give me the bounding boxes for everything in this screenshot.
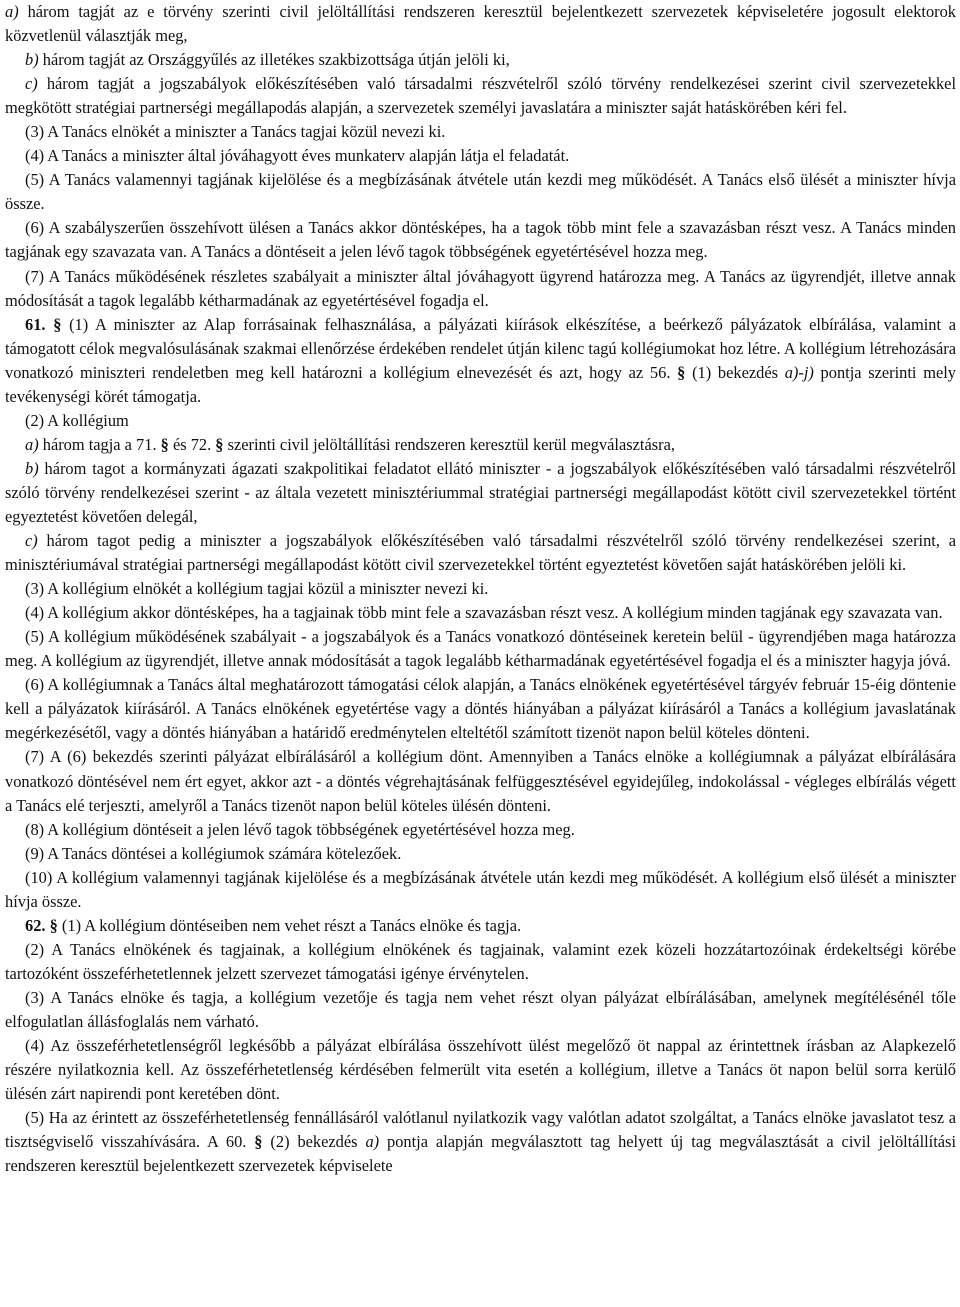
paragraph [5,842,956,866]
paragraph [5,433,956,457]
paragraph-text: három tagját a jogszabályok előkészítésében való társadalmi részvételről szóló törvény rendelkezései szerint civil szervezetekkel megkötött stratégiai partnerségi megállapodás alapján, a szervezetek személyi javaslatára a miniszter saját hatáskörében kéri fel. [5,74,956,118]
paragraph [5,938,956,986]
paragraph [5,216,956,264]
paragraph-text: (5) A kollégium működésének szabályait - a jogszabályok és a Tanács vonatkozó döntéseinek keretein belül - ügyrendjében maga határozza meg. A kollégium az ügyrendjét, illetve annak módosítását a tagok legalább kétharmadának egyetértésével fogadja el és a miniszter hagyja jóvá. [5,627,956,671]
paragraph [5,914,956,938]
paragraph [5,745,956,817]
paragraph-text: (2) A kollégium [25,410,129,430]
paragraph-text: (2) A Tanács elnökének és tagjainak, a kollégium elnökének és tagjainak, valamint ezek közeli hozzátartozóinak érdekeltségi körébe tartozóként összeférhetetlennek jelzett szervezet támogatási igénye érvénytelen. [5,939,956,983]
bold-text: § [160,434,169,454]
paragraph [5,1034,956,1106]
paragraph [5,577,956,601]
paragraph-text: (7) A Tanács működésének részletes szabályait a miniszter által jóváhagyott ügyrend határozza meg. A Tanács az ügyrendjét, illetve annak módosítását a tagok legalább kétharmadának az egyetértésével fogadja el. [5,266,956,310]
bold-text: § [215,434,224,454]
paragraph-text: (7) A (6) bekezdés szerinti pályázat elbírálásáról a kollégium dönt. Amennyiben a Tanács elnöke a kollégiumnak a pályázat elbírálására vonatkozó döntésével nem ért egyet, akkor azt - a döntés végrehajtásának felfüggesztésével egyidejűleg, indokolással - végleges elbírálás végett a Tanács elé terjeszti, amelyről a Tanács tizenöt napon belül köteles ülésén dönteni. [5,747,956,815]
paragraph [5,48,956,72]
paragraph-text: (8) A kollégium döntéseit a jelen lévő tagok többségének egyetértésével hozza meg. [25,819,575,839]
paragraph-text: és 72. [168,434,216,454]
paragraph-text: (6) A szabályszerűen összehívott ülésen a Tanács akkor döntésképes, ha a tagok több mint fele a szavazásban részt vesz. A Tanács minden tagjának egy szavazata van. A Tanács a döntéseit a jelen lévő tagok többségének egyetértésével hozza meg. [5,218,956,262]
paragraph [5,72,956,120]
paragraph [5,0,956,48]
paragraph-text: (1) A miniszter az Alap forrásainak felhasználása, a pályázati kiírások elkészítése, a beérkező pályázatok elbírálása, valamint a támogatott célok megvalósulásának szakmai ellenőrzése érdekében rendelet útján kilenc tagú kollégiumokat hoz létre. A kollégium létrehozására vonatkozó miniszteri rendeletben meg kell határozni a kollégium elnevezését és azt, hogy az 56. [5,314,956,382]
paragraph [5,457,956,529]
paragraph-text: (10) A kollégium valamennyi tagjának kijelölése és a megbízásának átvétele után kezdi meg működését. A kollégium első ülését a miniszter hívja össze. [5,867,956,911]
paragraph [5,625,956,673]
paragraph-text: (5) Ha az érintett az összeférhetetlenség fennállásáról valótlanul nyilatkozik vagy valótlan adatot szolgáltat, a Tanács elnöke javaslatot tesz a tisztségviselő visszahívására. A 60. [5,1108,956,1152]
paragraph [5,265,956,313]
italic-text: b) [25,458,39,478]
bold-text: 61. [25,314,46,334]
paragraph-text: (3) A kollégium elnökét a kollégium tagjai közül a miniszter nevezi ki. [25,579,489,599]
italic-text: c) [25,74,38,94]
paragraph-text: (6) A kollégiumnak a Tanács által meghatározott támogatási célok alapján, a Tanács elnökének egyetértésével tárgyév február 15-éig döntenie kell a pályázatok kiírásáról. A Tanács elnökének egyetértése vagy a döntés hiányában a pályázat kiírásáról a Tanács a kollégium javaslatának megérkezésétől, vagy a döntés hiányában a határidő eredménytelen elteltétől számított tizenöt napon belül köteles dönteni. [5,675,956,743]
italic-text: a) [25,434,39,454]
paragraph [5,601,956,625]
paragraph-text: (1) bekezdés [685,362,785,382]
italic-text: a)-j) [784,362,814,382]
paragraph-text: három tagja a 71. [38,434,161,454]
bold-text: § [53,314,62,334]
paragraph-text: pontja alapján megválasztott tag helyett új tag megválasztását a civil jelöltállítási rendszeren keresztül bejelentkezett szervezetek képviselete [5,1132,956,1176]
bold-text: § [49,915,58,935]
bold-text: § [254,1132,263,1152]
paragraph-text: pontja szerinti mely tevékenységi körét támogatja. [5,362,956,406]
paragraph-text: három tagot pedig a miniszter a jogszabályok előkészítésében való társadalmi részvételről szóló törvény rendelkezései szerint, a minisztériumával stratégiai partnerségi megállapodást kötött civil szervezetekkel történt egyeztetést követően saját hatáskörében jelöli ki. [5,531,956,575]
paragraph [5,866,956,914]
italic-text: b) [25,50,39,70]
paragraph [5,120,956,144]
paragraph-text: három tagot a kormányzati ágazati szakpolitikai feladatot ellátó miniszter - a jogszabályok előkészítésében való társadalmi részvételről szóló törvény rendelkezései szerint - az általa vezetett minisztériummal stratégiai partnerségi megállapodást kötött civil szervezetekkel történt egyeztetést követően delegál, [5,458,956,526]
paragraph [5,1106,956,1178]
paragraph [5,818,956,842]
paragraph-text: szerinti civil jelöltállítási rendszeren keresztül kerül megválasztásra, [223,434,675,454]
paragraph [5,673,956,745]
italic-text: c) [25,531,38,551]
paragraph-text: három tagját az e törvény szerinti civil jelöltállítási rendszeren keresztül bejelentkezett szervezetek képviseletére jogosult elektorok közvetlenül választják meg, [5,2,956,46]
paragraph-text: (4) A Tanács a miniszter által jóváhagyott éves munkaterv alapján látja el feladatát. [25,146,570,166]
paragraph [5,168,956,216]
paragraph [5,986,956,1034]
paragraph [5,409,956,433]
paragraph-text: (3) A Tanács elnöke és tagja, a kollégium vezetője és tagja nem vehet részt olyan pályázat elbírálásában, amelynek megítélésénél tőle elfogulatlan állásfoglalás nem várható. [5,987,956,1031]
paragraph-text: (4) Az összeférhetetlenségről legkésőbb a pályázat elbírálása összehívott ülést megelőző öt nappal az érintettnek írásban az Alapkezelő részére nyilatkoznia kell. Az összeférhetetlenség kérdésében felmerült vita esetén a kollégium, illetve a Tanács öt napon belül sorra kerülő ülésén zárt napirendi pont keretében dönt. [5,1036,956,1104]
italic-text: a) [365,1132,380,1152]
paragraph [5,144,956,168]
paragraph-text: (4) A kollégium akkor döntésképes, ha a tagjainak több mint fele a szavazásban részt vesz. A kollégium minden tagjának egy szavazata van. [25,603,943,623]
italic-text: a) [5,2,19,21]
paragraph-text: (2) bekezdés [262,1132,366,1152]
paragraph-text: három tagját az Országgyűlés az illetékes szakbizottsága útján jelöli ki, [38,50,510,70]
paragraph [5,313,956,409]
paragraph [5,529,956,577]
paragraph-text: (1) A kollégium döntéseiben nem vehet részt a Tanács elnöke és tagja. [57,915,522,935]
paragraph-text: (3) A Tanács elnökét a miniszter a Tanács tagjai közül nevezi ki. [25,122,446,142]
bold-text: 62. [25,915,46,935]
paragraph-text: (9) A Tanács döntései a kollégiumok számára kötelezőek. [25,843,402,863]
bold-text: § [677,362,686,382]
paragraph-text: (5) A Tanács valamennyi tagjának kijelölése és a megbízásának átvétele után kezdi meg működését. A Tanács első ülését a miniszter hívja össze. [5,170,956,214]
